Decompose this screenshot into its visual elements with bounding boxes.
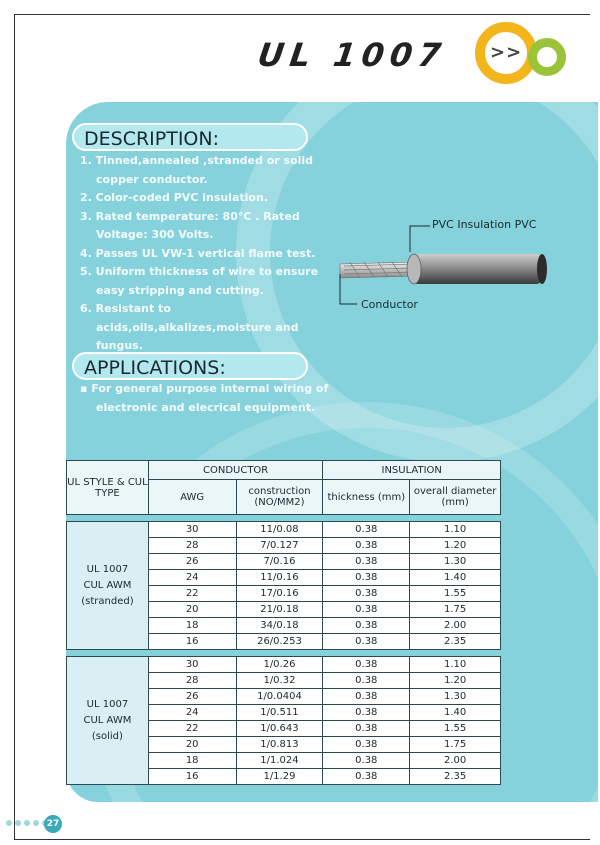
description-item: 4. Passes UL VW-1 vertical flame test. [80, 246, 316, 260]
separator-cell [67, 515, 501, 522]
group-label-line: CUL AWM [83, 579, 132, 591]
applications-bullet-text: For general purpose internal wiring of electronic and elecrical equipment. [91, 382, 329, 414]
construction-cell: 1/0.813 [236, 737, 323, 753]
awg-cell: 18 [148, 618, 236, 634]
thickness-cell: 0.38 [323, 657, 410, 673]
construction-cell: 21/0.18 [236, 602, 323, 618]
thickness-cell: 0.38 [323, 689, 410, 705]
diameter-cell: 1.20 [410, 538, 501, 554]
awg-cell: 16 [148, 769, 236, 785]
awg-cell: 20 [148, 737, 236, 753]
thickness-cell: 0.38 [323, 673, 410, 689]
conductor-leader [340, 274, 357, 304]
diameter-cell: 1.55 [410, 586, 501, 602]
thickness-cell: 0.38 [323, 753, 410, 769]
group-label [67, 522, 149, 650]
diameter-cell: 1.10 [410, 657, 501, 673]
awg-cell: 20 [148, 602, 236, 618]
separator-cell [67, 650, 501, 657]
diameter-cell: 2.00 [410, 753, 501, 769]
page-dots [6, 820, 48, 826]
group-separator [67, 515, 501, 522]
thickness-cell: 0.38 [323, 705, 410, 721]
diameter-cell: 1.40 [410, 705, 501, 721]
description-item: 1. Tinned,annealed ,stranded or solid copper conductor. [80, 154, 314, 186]
construction-cell: 11/0.16 [236, 570, 323, 586]
thickness-cell: 0.38 [323, 721, 410, 737]
diameter-cell: 2.35 [410, 769, 501, 785]
description-list [80, 152, 320, 356]
construction-cell: 1/0.26 [236, 657, 323, 673]
thickness-cell: 0.38 [323, 769, 410, 785]
dot [15, 820, 21, 826]
header-awg: AWG [148, 480, 236, 515]
header-insulation: INSULATION [323, 461, 501, 480]
description-item: 5. Uniform thickness of wire to ensure easy stripping and cutting. [80, 265, 319, 297]
group-label-line: (solid) [91, 730, 123, 742]
diameter-cell: 1.30 [410, 554, 501, 570]
header-construction: construction (NO/MM2) [236, 480, 323, 515]
header-diameter: overall diameter (mm) [410, 480, 501, 515]
group-separator [67, 650, 501, 657]
dot [6, 820, 12, 826]
group-label-line: CUL AWM [83, 714, 132, 726]
awg-cell: 26 [148, 689, 236, 705]
construction-cell: 1/0.32 [236, 673, 323, 689]
insulation-cap [537, 254, 547, 284]
spec-table [66, 460, 501, 785]
construction-cell: 1/1.024 [236, 753, 323, 769]
group-label [67, 657, 149, 785]
page-number: 27 [44, 815, 62, 833]
dot [33, 820, 39, 826]
group-label-line: (stranded) [81, 595, 134, 607]
construction-cell: 34/0.18 [236, 618, 323, 634]
thickness-cell: 0.38 [323, 602, 410, 618]
diameter-cell: 1.10 [410, 522, 501, 538]
construction-cell: 11/0.08 [236, 522, 323, 538]
construction-cell: 1/0.511 [236, 705, 323, 721]
diameter-cell: 1.75 [410, 737, 501, 753]
construction-cell: 1/0.643 [236, 721, 323, 737]
table-body [67, 515, 501, 785]
header-thickness: thickness (mm) [323, 480, 410, 515]
conductor-label: Conductor [361, 298, 418, 311]
awg-cell: 28 [148, 538, 236, 554]
table-row [67, 522, 501, 538]
diameter-cell: 1.75 [410, 602, 501, 618]
thickness-cell: 0.38 [323, 522, 410, 538]
construction-cell: 1/0.0404 [236, 689, 323, 705]
awg-cell: 24 [148, 705, 236, 721]
awg-cell: 22 [148, 721, 236, 737]
awg-cell: 26 [148, 554, 236, 570]
diameter-cell: 1.30 [410, 689, 501, 705]
awg-cell: 18 [148, 753, 236, 769]
construction-cell: 7/0.16 [236, 554, 323, 570]
thickness-cell: 0.38 [323, 554, 410, 570]
applications-heading: APPLICATIONS: [72, 352, 308, 380]
construction-cell: 1/1.29 [236, 769, 323, 785]
construction-cell: 17/0.16 [236, 586, 323, 602]
header-conductor: CONDUCTOR [148, 461, 323, 480]
construction-cell: 7/0.127 [236, 538, 323, 554]
table-row [67, 657, 501, 673]
group-label-line: UL 1007 [86, 563, 129, 575]
dot [24, 820, 30, 826]
diameter-cell: 1.20 [410, 673, 501, 689]
green-ring-icon [528, 38, 566, 76]
thickness-cell: 0.38 [323, 634, 410, 650]
description-heading: DESCRIPTION: [72, 123, 308, 151]
arrows-icon: >> [490, 42, 523, 63]
page-title: UL 1007 [255, 36, 450, 74]
awg-cell: 22 [148, 586, 236, 602]
insulation-label: PVC Insulation PVC [432, 218, 537, 231]
diameter-cell: 2.00 [410, 618, 501, 634]
description-item: 2. Color-coded PVC insulation. [80, 191, 268, 204]
awg-cell: 30 [148, 657, 236, 673]
diameter-cell: 1.40 [410, 570, 501, 586]
awg-cell: 24 [148, 570, 236, 586]
thickness-cell: 0.38 [323, 586, 410, 602]
thickness-cell: 0.38 [323, 618, 410, 634]
group-label-line: UL 1007 [86, 698, 129, 710]
awg-cell: 28 [148, 673, 236, 689]
awg-cell: 16 [148, 634, 236, 650]
thickness-cell: 0.38 [323, 570, 410, 586]
insulation-leader [410, 226, 430, 252]
header-ul-style: UL STYLE & CUL TYPE [67, 461, 149, 515]
thickness-cell: 0.38 [323, 737, 410, 753]
construction-cell: 26/0.253 [236, 634, 323, 650]
applications-text: ▪ For general purpose internal wiring of electronic and elecrical equipment. [80, 382, 329, 414]
description-item: 3. Rated temperature: 80°C . Rated Voltage: 300 Volts. [80, 209, 300, 241]
thickness-cell: 0.38 [323, 538, 410, 554]
diameter-cell: 1.55 [410, 721, 501, 737]
awg-cell: 30 [148, 522, 236, 538]
diameter-cell: 2.35 [410, 634, 501, 650]
description-item: 6. Resistant to acids,oils,alkalizes,moisture and fungus. [80, 302, 299, 352]
